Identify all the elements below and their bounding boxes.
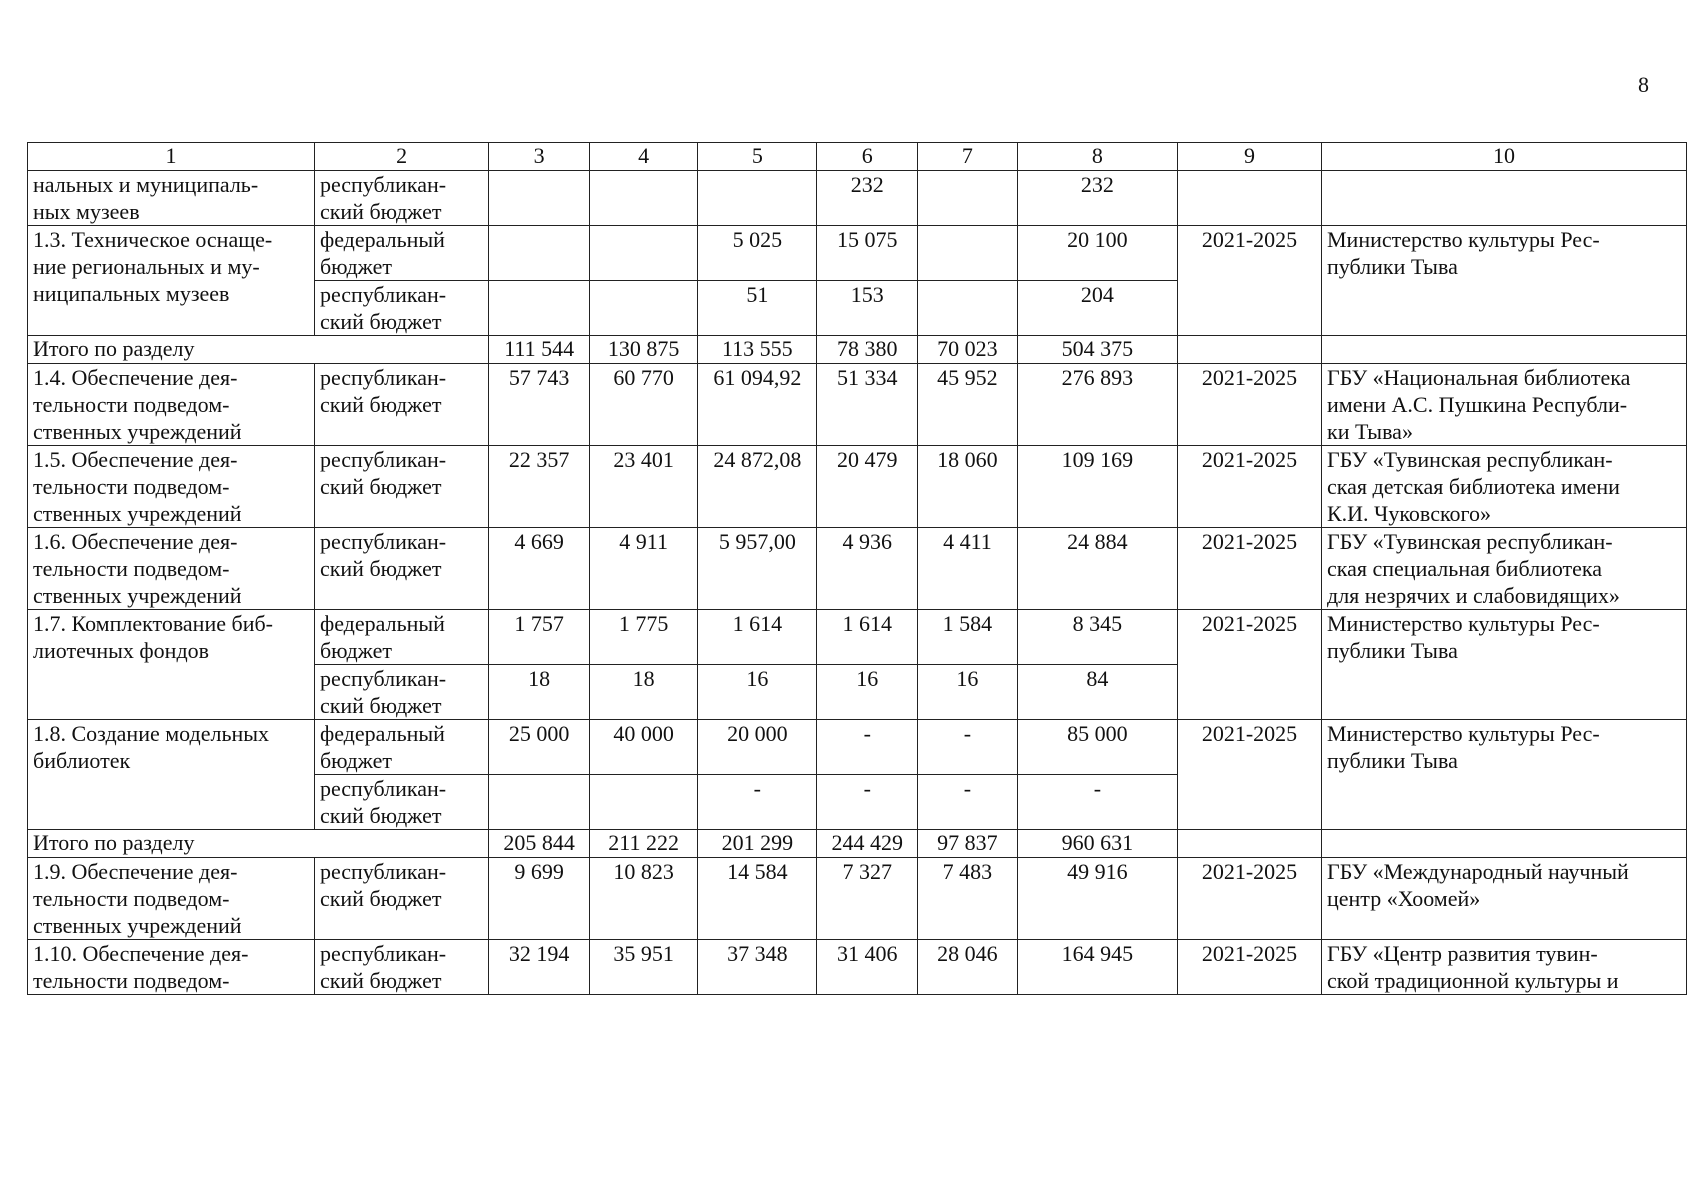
value-col-4: 40 000	[590, 720, 698, 775]
funding-source: республикан- ский бюджет	[314, 775, 488, 830]
value-col-6: 31 406	[817, 940, 918, 995]
period	[1177, 171, 1321, 226]
value-col-6: 16	[817, 665, 918, 720]
value-total: 8 345	[1017, 610, 1177, 665]
value-col-7: 97 837	[918, 830, 1018, 858]
value-col-6: 244 429	[817, 830, 918, 858]
measure-name: 1.6. Обеспечение дея- тельности подведом- ственных учреждений	[28, 528, 315, 610]
section-total-row	[28, 336, 1687, 364]
section-total-row	[28, 830, 1687, 858]
table-row	[28, 610, 1687, 665]
period: 2021-2025	[1177, 364, 1321, 446]
table-row	[28, 171, 1687, 226]
funding-source: республикан- ский бюджет	[314, 528, 488, 610]
measure-name: 1.5. Обеспечение дея- тельности подведом- ственных учреждений	[28, 446, 315, 528]
value-col-4: 60 770	[590, 364, 698, 446]
value-col-7: 28 046	[918, 940, 1018, 995]
funding-source: республикан- ский бюджет	[314, 940, 488, 995]
value-col-5: 61 094,92	[698, 364, 817, 446]
value-col-7: 4 411	[918, 528, 1018, 610]
value-col-5: 201 299	[698, 830, 817, 858]
value-col-3: 1 757	[489, 610, 590, 665]
value-col-6: 232	[817, 171, 918, 226]
value-total: -	[1017, 775, 1177, 830]
value-total: 84	[1017, 665, 1177, 720]
table-row	[28, 940, 1687, 995]
value-col-4	[590, 281, 698, 336]
measure-name: 1.10. Обеспечение дея- тельности подведом-	[28, 940, 315, 995]
value-col-7	[918, 171, 1018, 226]
funding-source: республикан- ский бюджет	[314, 858, 488, 940]
measure-name: 1.8. Создание модельных библиотек	[28, 720, 315, 830]
header-col-10: 10	[1322, 143, 1687, 171]
value-col-5: 1 614	[698, 610, 817, 665]
value-col-5	[698, 171, 817, 226]
period: 2021-2025	[1177, 940, 1321, 995]
responsible-org: Министерство культуры Рес- публики Тыва	[1322, 610, 1687, 720]
value-col-4: 1 775	[590, 610, 698, 665]
responsible-org: ГБУ «Национальная библиотека имени А.С. Пушкина Республи- ки Тыва»	[1322, 364, 1687, 446]
funding-source: республикан- ский бюджет	[314, 665, 488, 720]
table-row	[28, 364, 1687, 446]
value-col-4: 211 222	[590, 830, 698, 858]
measure-name: 1.4. Обеспечение дея- тельности подведом- ственных учреждений	[28, 364, 315, 446]
table-row	[28, 528, 1687, 610]
value-col-3	[489, 281, 590, 336]
value-col-6: 51 334	[817, 364, 918, 446]
responsible-org	[1322, 336, 1687, 364]
measure-name: 1.7. Комплектование биб- лиотечных фондов	[28, 610, 315, 720]
responsible-org	[1322, 830, 1687, 858]
funding-source: федеральный бюджет	[314, 226, 488, 281]
header-col-3: 3	[489, 143, 590, 171]
funding-source: республикан- ский бюджет	[314, 171, 488, 226]
value-col-4: 4 911	[590, 528, 698, 610]
responsible-org: ГБУ «Тувинская республикан- ская детская библиотека имени К.И. Чуковского»	[1322, 446, 1687, 528]
value-col-7: 1 584	[918, 610, 1018, 665]
value-col-5: 24 872,08	[698, 446, 817, 528]
period	[1177, 830, 1321, 858]
value-total: 24 884	[1017, 528, 1177, 610]
value-total: 204	[1017, 281, 1177, 336]
header-col-4: 4	[590, 143, 698, 171]
value-col-6: 15 075	[817, 226, 918, 281]
value-col-7: 16	[918, 665, 1018, 720]
responsible-org	[1322, 171, 1687, 226]
value-col-7	[918, 226, 1018, 281]
measure-name: нальных и муниципаль- ных музеев	[28, 171, 315, 226]
value-col-5: 113 555	[698, 336, 817, 364]
value-col-3: 111 544	[489, 336, 590, 364]
value-total: 109 169	[1017, 446, 1177, 528]
value-col-3: 4 669	[489, 528, 590, 610]
value-col-5: 51	[698, 281, 817, 336]
value-col-7: -	[918, 775, 1018, 830]
value-total: 504 375	[1017, 336, 1177, 364]
value-col-4: 23 401	[590, 446, 698, 528]
period: 2021-2025	[1177, 858, 1321, 940]
value-col-6: 78 380	[817, 336, 918, 364]
value-col-5: 16	[698, 665, 817, 720]
funding-source: федеральный бюджет	[314, 720, 488, 775]
header-col-6: 6	[817, 143, 918, 171]
value-col-3	[489, 226, 590, 281]
value-col-4: 10 823	[590, 858, 698, 940]
value-col-4: 35 951	[590, 940, 698, 995]
responsible-org: ГБУ «Международный научный центр «Хоомей»	[1322, 858, 1687, 940]
value-col-4: 18	[590, 665, 698, 720]
section-total-label: Итого по разделу	[28, 336, 489, 364]
value-col-5: -	[698, 775, 817, 830]
value-col-6: -	[817, 775, 918, 830]
value-col-3: 9 699	[489, 858, 590, 940]
header-col-9: 9	[1177, 143, 1321, 171]
value-col-4	[590, 171, 698, 226]
funding-source: республикан- ский бюджет	[314, 364, 488, 446]
value-col-7: 45 952	[918, 364, 1018, 446]
value-col-7: 7 483	[918, 858, 1018, 940]
value-col-3: 18	[489, 665, 590, 720]
measure-name: 1.3. Техническое оснаще- ние региональных и му- ниципальных музеев	[28, 226, 315, 336]
value-col-3: 22 357	[489, 446, 590, 528]
funding-source: республикан- ский бюджет	[314, 281, 488, 336]
value-col-4: 130 875	[590, 336, 698, 364]
value-col-3	[489, 171, 590, 226]
value-total: 164 945	[1017, 940, 1177, 995]
value-col-3: 25 000	[489, 720, 590, 775]
header-col-8: 8	[1017, 143, 1177, 171]
value-col-7: 18 060	[918, 446, 1018, 528]
period: 2021-2025	[1177, 446, 1321, 528]
value-total: 276 893	[1017, 364, 1177, 446]
funding-source: республикан- ский бюджет	[314, 446, 488, 528]
value-col-6: 153	[817, 281, 918, 336]
header-col-1: 1	[28, 143, 315, 171]
page-number: 8	[1638, 72, 1649, 97]
header-col-7: 7	[918, 143, 1018, 171]
value-col-6: -	[817, 720, 918, 775]
period: 2021-2025	[1177, 610, 1321, 720]
value-col-7	[918, 281, 1018, 336]
value-col-7: 70 023	[918, 336, 1018, 364]
value-total: 49 916	[1017, 858, 1177, 940]
responsible-org: ГБУ «Тувинская республикан- ская специальная библиотека для незрячих и слабовидящих»	[1322, 528, 1687, 610]
value-col-6: 7 327	[817, 858, 918, 940]
value-col-6: 20 479	[817, 446, 918, 528]
table-header-row	[28, 143, 1687, 171]
table-row	[28, 446, 1687, 528]
responsible-org: Министерство культуры Рес- публики Тыва	[1322, 226, 1687, 336]
table-row	[28, 720, 1687, 775]
value-col-5: 20 000	[698, 720, 817, 775]
value-col-5: 5 957,00	[698, 528, 817, 610]
value-col-3: 57 743	[489, 364, 590, 446]
header-col-5: 5	[698, 143, 817, 171]
value-total: 960 631	[1017, 830, 1177, 858]
header-col-2: 2	[314, 143, 488, 171]
value-col-5: 5 025	[698, 226, 817, 281]
value-col-5: 14 584	[698, 858, 817, 940]
responsible-org: ГБУ «Центр развития тувин- ской традиционной культуры и	[1322, 940, 1687, 995]
period: 2021-2025	[1177, 226, 1321, 336]
section-total-label: Итого по разделу	[28, 830, 489, 858]
value-total: 20 100	[1017, 226, 1177, 281]
funding-source: федеральный бюджет	[314, 610, 488, 665]
value-col-3: 32 194	[489, 940, 590, 995]
value-col-4	[590, 226, 698, 281]
value-col-6: 4 936	[817, 528, 918, 610]
period: 2021-2025	[1177, 720, 1321, 830]
measure-name: 1.9. Обеспечение дея- тельности подведом- ственных учреждений	[28, 858, 315, 940]
value-col-3	[489, 775, 590, 830]
value-col-7: -	[918, 720, 1018, 775]
value-col-3: 205 844	[489, 830, 590, 858]
value-total: 232	[1017, 171, 1177, 226]
budget-table	[27, 142, 1687, 995]
responsible-org: Министерство культуры Рес- публики Тыва	[1322, 720, 1687, 830]
value-col-4	[590, 775, 698, 830]
value-total: 85 000	[1017, 720, 1177, 775]
table-row	[28, 226, 1687, 281]
period	[1177, 336, 1321, 364]
table-row	[28, 858, 1687, 940]
value-col-6: 1 614	[817, 610, 918, 665]
period: 2021-2025	[1177, 528, 1321, 610]
value-col-5: 37 348	[698, 940, 817, 995]
